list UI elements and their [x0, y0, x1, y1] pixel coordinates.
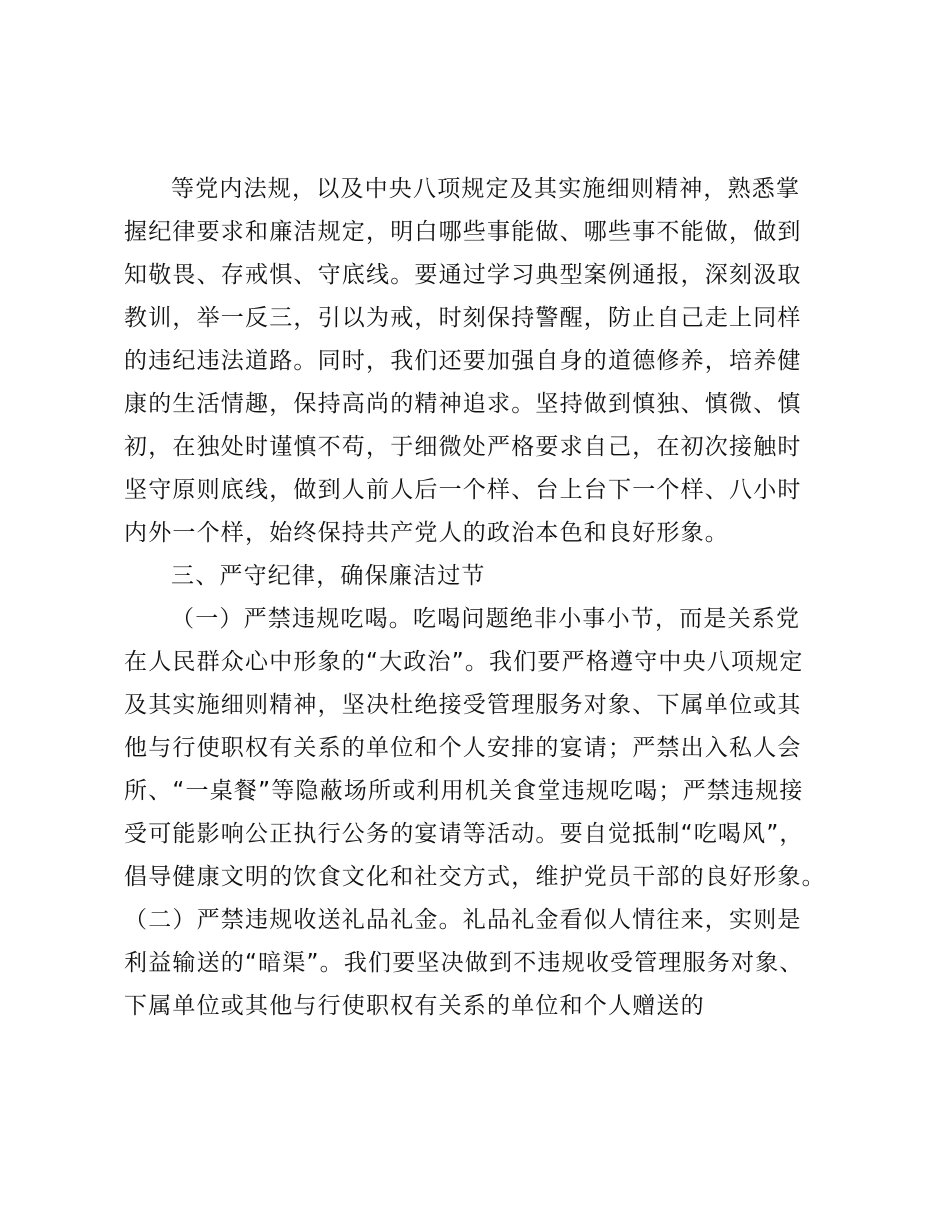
section-heading: 三、严守纪律，确保廉洁过节: [171, 563, 486, 589]
paragraph-line: 握纪律要求和廉洁规定，明白哪些事能做、哪些事不能做，做到: [124, 219, 802, 245]
paragraph-line: 坚守原则底线，做到人前人后一个样、台上台下一个样、八小时: [124, 477, 802, 503]
paragraph-line: 受可能影响公正执行公务的宴请等活动。要自觉抵制“吃喝风”，: [124, 821, 804, 847]
paragraph-line: 初，在独处时谨慎不苟，于细微处严格要求自己，在初次接触时: [124, 434, 802, 460]
paragraph-line: 所、“一桌餐”等隐蔽场所或利用机关食堂违规吃喝；严禁违规接: [124, 778, 804, 804]
paragraph-line: 的违纪违法道路。同时，我们还要加强自身的道德修养，培养健: [124, 348, 802, 374]
paragraph-line: 倡导健康文明的饮食文化和社交方式，维护党员干部的良好形象。: [124, 864, 826, 890]
paragraph-line: 下属单位或其他与行使职权有关系的单位和个人赠送的: [124, 993, 705, 1019]
paragraph-line: 利益输送的“暗渠”。我们要坚决做到不违规收受管理服务对象、: [124, 950, 804, 976]
paragraph-line: 知敬畏、存戒惧、守底线。要通过学习典型案例通报，深刻汲取: [124, 262, 802, 288]
paragraph-line: （一）严禁违规吃喝。吃喝问题绝非小事小节，而是关系党: [171, 606, 801, 632]
paragraph-line: 教训，举一反三，引以为戒，时刻保持警醒，防止自己走上同样: [124, 305, 802, 331]
paragraph-line: 内外一个样，始终保持共产党人的政治本色和良好形象。: [124, 520, 729, 546]
paragraph-line: 康的生活情趣，保持高尚的精神追求。坚持做到慎独、慎微、慎: [124, 391, 802, 417]
paragraph-line: 等党内法规，以及中央八项规定及其实施细则精神，熟悉掌: [171, 176, 801, 202]
paragraph-line: 他与行使职权有关系的单位和个人安排的宴请；严禁出入私人会: [124, 735, 802, 761]
paragraph-line: （二）严禁违规收送礼品礼金。礼品礼金看似人情往来，实则是: [124, 907, 802, 933]
paragraph-line: 及其实施细则精神，坚决杜绝接受管理服务对象、下属单位或其: [124, 692, 802, 718]
paragraph-line: 在人民群众心中形象的“大政治”。我们要严格遵守中央八项规定: [124, 649, 804, 675]
